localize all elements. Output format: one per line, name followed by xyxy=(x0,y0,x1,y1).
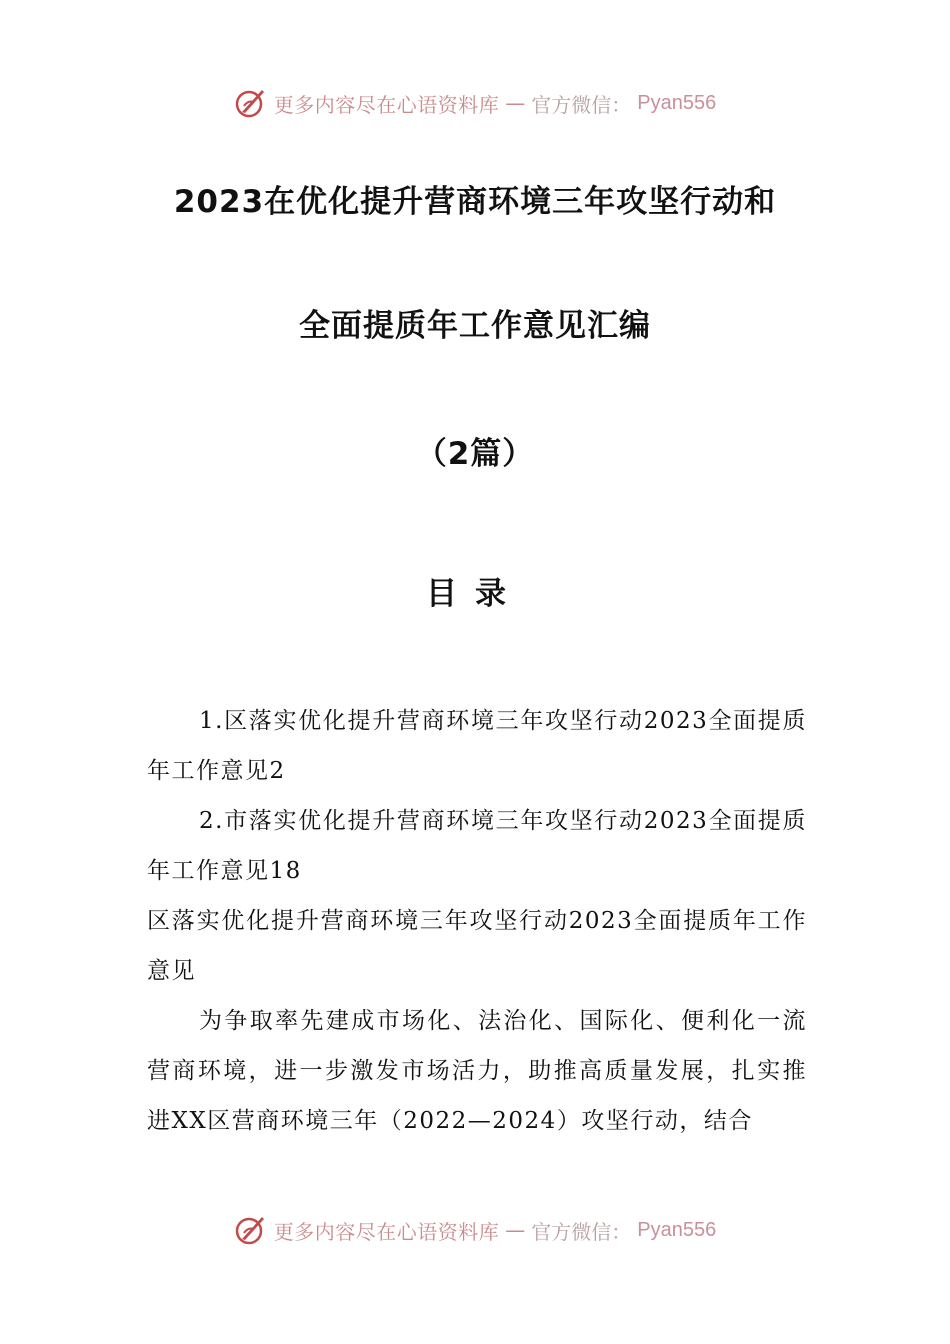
document-title-line-1: 2023在优化提升营商环境三年攻坚行动和 xyxy=(173,184,777,220)
watermark-separator: — xyxy=(505,91,526,115)
watermark-wechat-id: Pyan556 xyxy=(637,91,717,114)
watermark-header xyxy=(0,83,950,123)
quill-logo-icon xyxy=(234,1213,268,1247)
watermark-footer xyxy=(0,1210,950,1250)
document-title-count: （2篇） xyxy=(415,436,535,472)
toc-item-1: 1.区落实优化提升营商环境三年攻坚行动2023全面提质年工作意见2 xyxy=(147,708,807,784)
document-title-line-2: 全面提质年工作意见汇编 xyxy=(299,308,651,344)
watermark-text: 更多内容尽在心语资料库 xyxy=(273,92,500,117)
watermark-official: 官方微信： xyxy=(531,1219,632,1244)
watermark-wechat-id: Pyan556 xyxy=(637,1218,717,1241)
quill-logo-icon xyxy=(234,86,268,120)
toc-item-2: 2.市落实优化提升营商环境三年攻坚行动2023全面提质年工作意见18 xyxy=(147,808,807,884)
toc-heading: 目录 xyxy=(426,576,524,612)
watermark-separator: — xyxy=(505,1218,526,1242)
article-title: 区落实优化提升营商环境三年攻坚行动2023全面提质年工作意见 xyxy=(147,908,807,984)
article-paragraph: 为争取率先建成市场化、法治化、国际化、便利化一流营商环境，进一步激发市场活力，助推高质量发展，扎实推进XX区营商环境三年（2022—2024）攻坚行动，结合 xyxy=(147,1008,807,1134)
watermark-text: 更多内容尽在心语资料库 xyxy=(273,1219,500,1244)
watermark-official: 官方微信： xyxy=(531,92,632,117)
document-body xyxy=(147,696,807,1146)
